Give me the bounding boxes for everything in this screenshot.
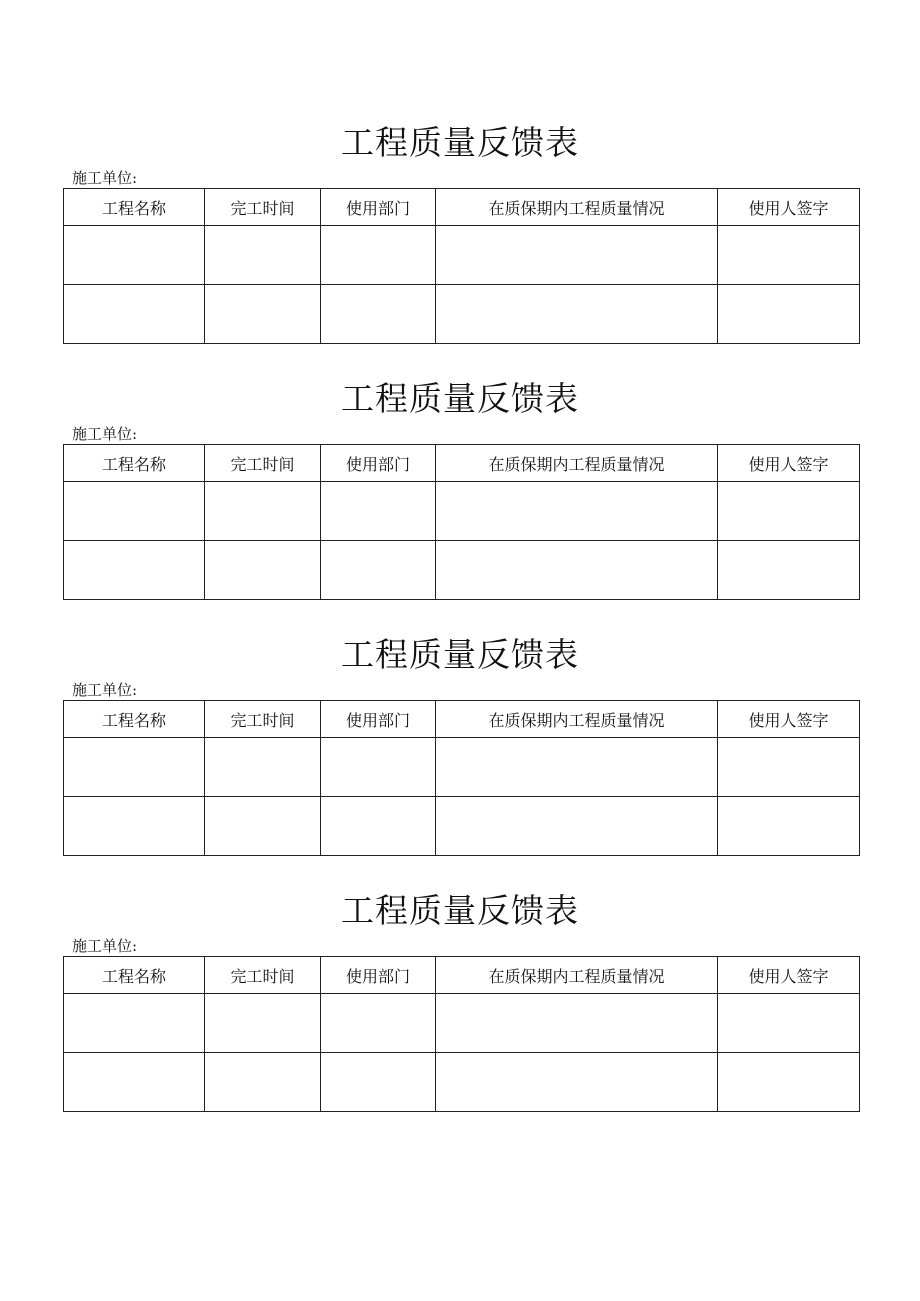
feedback-form-2: [0, 376, 920, 616]
cell-completion-time[interactable]: [205, 285, 321, 344]
cell-user-department[interactable]: [321, 738, 436, 797]
feedback-form-3: [0, 632, 920, 872]
cell-user-signature[interactable]: [718, 541, 860, 600]
header-user-department: 使用部门: [321, 701, 436, 738]
construction-unit-label: 施工单位:: [72, 681, 138, 699]
cell-completion-time[interactable]: [205, 1053, 321, 1112]
header-user-signature: 使用人签字: [718, 957, 860, 994]
cell-warranty-quality[interactable]: [436, 226, 718, 285]
cell-project-name[interactable]: [64, 541, 205, 600]
cell-completion-time[interactable]: [205, 994, 321, 1053]
cell-user-department[interactable]: [321, 285, 436, 344]
feedback-table: [63, 188, 860, 344]
cell-warranty-quality[interactable]: [436, 1053, 718, 1112]
table-row: [64, 482, 860, 541]
table-row: [64, 738, 860, 797]
header-project-name: 工程名称: [64, 701, 205, 738]
cell-warranty-quality[interactable]: [436, 482, 718, 541]
table-row: [64, 541, 860, 600]
header-project-name: 工程名称: [64, 445, 205, 482]
feedback-table: [63, 700, 860, 856]
header-warranty-quality: 在质保期内工程质量情况: [436, 189, 718, 226]
construction-unit-label: 施工单位:: [72, 425, 138, 443]
cell-user-signature[interactable]: [718, 482, 860, 541]
table-row: [64, 226, 860, 285]
cell-completion-time[interactable]: [205, 541, 321, 600]
table-row: [64, 285, 860, 344]
header-warranty-quality: 在质保期内工程质量情况: [436, 701, 718, 738]
cell-user-signature[interactable]: [718, 797, 860, 856]
cell-user-signature[interactable]: [718, 285, 860, 344]
cell-warranty-quality[interactable]: [436, 797, 718, 856]
cell-project-name[interactable]: [64, 482, 205, 541]
cell-project-name[interactable]: [64, 1053, 205, 1112]
header-completion-time: 完工时间: [205, 445, 321, 482]
table-row: [64, 797, 860, 856]
header-warranty-quality: 在质保期内工程质量情况: [436, 445, 718, 482]
form-title: 工程质量反馈表: [341, 123, 579, 162]
cell-warranty-quality[interactable]: [436, 738, 718, 797]
cell-user-signature[interactable]: [718, 738, 860, 797]
header-user-department: 使用部门: [321, 957, 436, 994]
cell-user-signature[interactable]: [718, 994, 860, 1053]
header-user-signature: 使用人签字: [718, 701, 860, 738]
cell-project-name[interactable]: [64, 226, 205, 285]
header-project-name: 工程名称: [64, 189, 205, 226]
table-header-row: [64, 957, 860, 994]
feedback-form-4: [0, 888, 920, 1128]
cell-project-name[interactable]: [64, 994, 205, 1053]
cell-user-department[interactable]: [321, 1053, 436, 1112]
header-completion-time: 完工时间: [205, 189, 321, 226]
cell-user-department[interactable]: [321, 994, 436, 1053]
cell-project-name[interactable]: [64, 797, 205, 856]
cell-user-department[interactable]: [321, 226, 436, 285]
header-user-department: 使用部门: [321, 445, 436, 482]
header-user-signature: 使用人签字: [718, 445, 860, 482]
header-completion-time: 完工时间: [205, 957, 321, 994]
cell-warranty-quality[interactable]: [436, 994, 718, 1053]
cell-completion-time[interactable]: [205, 482, 321, 541]
cell-completion-time[interactable]: [205, 226, 321, 285]
table-header-row: [64, 701, 860, 738]
table-header-row: [64, 445, 860, 482]
cell-user-signature[interactable]: [718, 1053, 860, 1112]
cell-user-department[interactable]: [321, 482, 436, 541]
header-completion-time: 完工时间: [205, 701, 321, 738]
construction-unit-label: 施工单位:: [72, 937, 138, 955]
header-user-signature: 使用人签字: [718, 189, 860, 226]
feedback-form-1: [0, 120, 920, 360]
cell-user-department[interactable]: [321, 797, 436, 856]
form-title: 工程质量反馈表: [341, 379, 579, 418]
cell-project-name[interactable]: [64, 285, 205, 344]
table-row: [64, 994, 860, 1053]
cell-project-name[interactable]: [64, 738, 205, 797]
cell-warranty-quality[interactable]: [436, 541, 718, 600]
header-project-name: 工程名称: [64, 957, 205, 994]
cell-user-department[interactable]: [321, 541, 436, 600]
table-header-row: [64, 189, 860, 226]
cell-completion-time[interactable]: [205, 738, 321, 797]
form-title: 工程质量反馈表: [341, 635, 579, 674]
header-user-department: 使用部门: [321, 189, 436, 226]
cell-warranty-quality[interactable]: [436, 285, 718, 344]
form-title: 工程质量反馈表: [341, 891, 579, 930]
cell-user-signature[interactable]: [718, 226, 860, 285]
feedback-table: [63, 444, 860, 600]
cell-completion-time[interactable]: [205, 797, 321, 856]
feedback-table: [63, 956, 860, 1112]
table-row: [64, 1053, 860, 1112]
construction-unit-label: 施工单位:: [72, 169, 138, 187]
header-warranty-quality: 在质保期内工程质量情况: [436, 957, 718, 994]
